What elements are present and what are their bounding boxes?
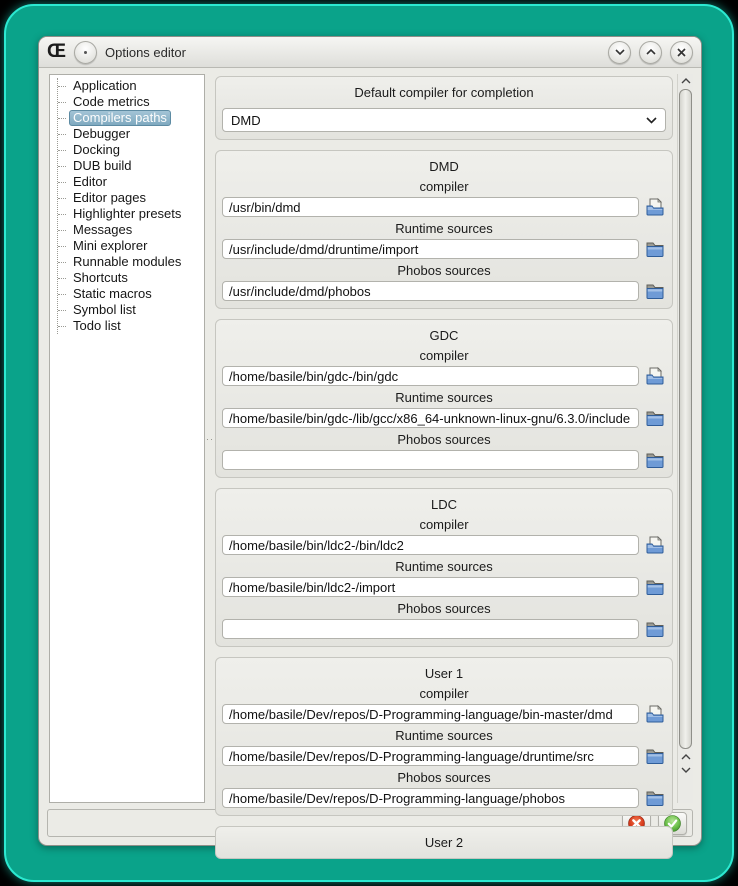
group-ldc <box>215 488 673 647</box>
folder-icon[interactable] <box>644 788 666 808</box>
field-row <box>222 704 666 724</box>
tree-branch-icon <box>58 294 66 295</box>
sidebar-item-label: Todo list <box>73 318 121 333</box>
tree-branch-icon <box>58 166 66 167</box>
sidebar-item-label: Mini explorer <box>73 238 148 253</box>
default-compiler-dropdown[interactable] <box>222 108 666 132</box>
sidebar-tree <box>57 78 202 334</box>
chevron-down-icon <box>681 767 691 773</box>
sidebar-item-runnable-modules[interactable] <box>58 254 202 270</box>
close-button[interactable] <box>670 41 693 64</box>
folder-icon[interactable] <box>644 408 666 428</box>
sidebar-item-docking[interactable] <box>58 142 202 158</box>
field-row <box>222 746 666 766</box>
chevron-up-icon <box>646 49 656 55</box>
close-icon <box>677 48 686 57</box>
tree-branch-icon <box>58 310 66 311</box>
tree-branch-icon <box>58 86 66 87</box>
folder-icon[interactable] <box>644 746 666 766</box>
field-row <box>222 619 666 639</box>
field-label: compiler <box>419 686 469 701</box>
field-label: compiler <box>419 179 469 194</box>
titlebar[interactable] <box>39 37 701 68</box>
chevron-down-icon <box>646 117 657 124</box>
field-row <box>222 197 666 217</box>
tree-branch-icon <box>58 230 66 231</box>
field-row <box>222 366 666 386</box>
groups-container <box>215 74 677 850</box>
app-logo-icon: Œ <box>47 40 66 62</box>
group-title: User 2 <box>424 835 464 850</box>
tree-branch-icon <box>58 198 66 199</box>
shade-button[interactable] <box>608 41 631 64</box>
compiler-groups <box>215 150 673 859</box>
sidebar-item-debugger[interactable] <box>58 126 202 142</box>
tree-branch-icon <box>58 214 66 215</box>
sidebar-item-static-macros[interactable] <box>58 286 202 302</box>
tree-branch-icon <box>58 150 66 151</box>
group-user-2 <box>215 826 673 859</box>
sidebar-item-label: Docking <box>73 142 120 157</box>
sidebar-item-symbol-list[interactable] <box>58 302 202 318</box>
group-title: Default compiler for completion <box>354 85 534 100</box>
field-row <box>222 577 666 597</box>
open-file-icon[interactable] <box>644 197 666 217</box>
field-row <box>222 535 666 555</box>
gdc-compiler-input[interactable] <box>222 366 639 386</box>
dmd-compiler-input[interactable] <box>222 197 639 217</box>
sidebar-item-code-metrics[interactable] <box>58 94 202 110</box>
sidebar-item-label: Application <box>73 78 137 93</box>
splitter-dots-icon: ·· <box>206 433 214 444</box>
group-user-1 <box>215 657 673 816</box>
dmd-runtime-sources-input[interactable] <box>222 239 639 259</box>
field-label: Runtime sources <box>395 559 493 574</box>
sidebar-item-label: Shortcuts <box>73 270 128 285</box>
sidebar-item-messages[interactable] <box>58 222 202 238</box>
field-row <box>222 281 666 301</box>
field-row <box>222 239 666 259</box>
sidebar-item-label: Highlighter presets <box>73 206 182 221</box>
settings-panel <box>215 74 693 850</box>
field-label: compiler <box>419 517 469 532</box>
ldc-compiler-input[interactable] <box>222 535 639 555</box>
ldc-phobos-sources-input[interactable] <box>222 619 639 639</box>
sidebar-item-label: Runnable modules <box>73 254 182 269</box>
sidebar-item-label: Messages <box>73 222 133 237</box>
sidebar-item-mini-explorer[interactable] <box>58 238 202 254</box>
folder-icon[interactable] <box>644 281 666 301</box>
ldc-runtime-sources-input[interactable] <box>222 577 639 597</box>
open-file-icon[interactable] <box>644 704 666 724</box>
group-dmd <box>215 150 673 309</box>
chevron-down-icon <box>615 49 625 55</box>
group-default-compiler <box>215 76 673 140</box>
sidebar-item-label: Code metrics <box>73 94 150 109</box>
folder-icon[interactable] <box>644 577 666 597</box>
folder-icon[interactable] <box>644 619 666 639</box>
category-tree[interactable] <box>49 74 205 803</box>
dropdown-value: DMD <box>231 112 261 128</box>
sidebar-item-dub-build[interactable] <box>58 158 202 174</box>
field-label: Runtime sources <box>395 728 493 743</box>
sidebar-item-editor[interactable] <box>58 174 202 190</box>
tree-branch-icon <box>58 246 66 247</box>
user-1-compiler-input[interactable] <box>222 704 639 724</box>
field-label: Phobos sources <box>397 432 491 447</box>
open-file-icon[interactable] <box>644 535 666 555</box>
scrollbar-thumb[interactable] <box>679 89 692 749</box>
sidebar-item-label: Symbol list <box>73 302 136 317</box>
scroll-up-button[interactable] <box>678 75 693 87</box>
field-label: Phobos sources <box>397 770 491 785</box>
sidebar-item-label: Editor <box>73 174 107 189</box>
sidebar-item-compilers-paths[interactable] <box>58 110 202 126</box>
field-label: compiler <box>419 348 469 363</box>
sidebar-item-highlighter-presets[interactable] <box>58 206 202 222</box>
splitter-handle[interactable] <box>205 74 215 803</box>
sidebar-item-shortcuts[interactable] <box>58 270 202 286</box>
field-label: Phobos sources <box>397 601 491 616</box>
unshade-button[interactable] <box>639 41 662 64</box>
sidebar-item-label: Static macros <box>73 286 152 301</box>
field-row <box>222 788 666 808</box>
sidebar-item-label: DUB build <box>73 158 132 173</box>
tree-branch-icon <box>58 102 66 103</box>
tree-branch-icon <box>58 182 66 183</box>
sidebar-item-editor-pages[interactable] <box>58 190 202 206</box>
menu-dot-icon <box>84 51 87 54</box>
tree-branch-icon <box>58 262 66 263</box>
user-1-phobos-sources-input[interactable] <box>222 788 639 808</box>
group-title: User 1 <box>424 666 464 681</box>
field-label: Runtime sources <box>395 390 493 405</box>
sidebar-item-label: Editor pages <box>73 190 146 205</box>
scrollbar-steppers <box>681 751 691 776</box>
sidebar-item-todo-list[interactable] <box>58 318 202 334</box>
user-1-runtime-sources-input[interactable] <box>222 746 639 766</box>
tree-branch-icon <box>58 134 66 135</box>
scroll-up-button-2[interactable] <box>681 751 691 763</box>
group-title: DMD <box>429 159 459 174</box>
window-title: Options editor <box>105 44 186 60</box>
field-label: Runtime sources <box>395 221 493 236</box>
chevron-up-icon <box>681 754 691 760</box>
folder-icon[interactable] <box>644 239 666 259</box>
sidebar-item-label: Debugger <box>73 126 131 141</box>
tree-branch-icon <box>58 118 66 119</box>
window-menu-button[interactable] <box>74 41 97 64</box>
gdc-runtime-sources-input[interactable] <box>222 408 639 428</box>
tree-branch-icon <box>58 326 66 327</box>
scroll-down-button[interactable] <box>681 764 691 776</box>
folder-icon[interactable] <box>644 450 666 470</box>
field-row <box>222 408 666 428</box>
sidebar-item-application[interactable] <box>58 78 202 94</box>
tree-branch-icon <box>58 278 66 279</box>
group-gdc <box>215 319 673 478</box>
field-row <box>222 450 666 470</box>
group-title: GDC <box>429 328 459 343</box>
options-editor-window <box>38 36 702 850</box>
vertical-scrollbar[interactable] <box>677 74 693 803</box>
dmd-phobos-sources-input[interactable] <box>222 281 639 301</box>
gdc-phobos-sources-input[interactable] <box>222 450 639 470</box>
chevron-up-icon <box>681 78 691 84</box>
client-area <box>39 68 701 850</box>
open-file-icon[interactable] <box>644 366 666 386</box>
group-title: LDC <box>430 497 457 512</box>
sidebar-item-label: Compilers paths <box>69 110 171 126</box>
field-label: Phobos sources <box>397 263 491 278</box>
